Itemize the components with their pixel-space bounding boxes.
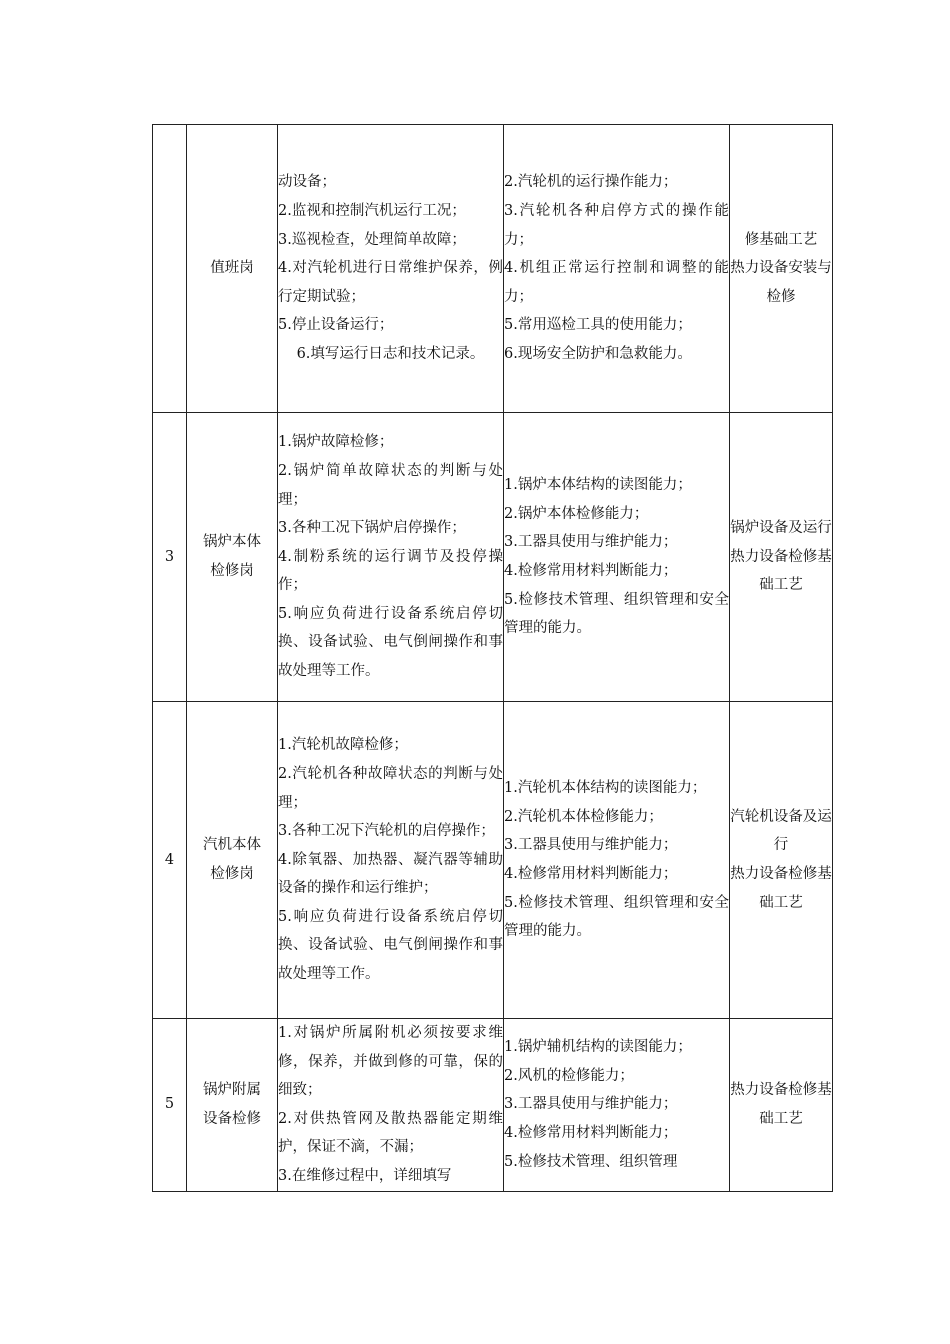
ability-item: 2.风机的检修能力； bbox=[504, 1067, 634, 1084]
ability-list bbox=[504, 1019, 730, 1192]
course-list bbox=[730, 125, 833, 413]
task-item: 2.对供热管网及散热器能定期维护，保证不滴，不漏； bbox=[278, 1110, 503, 1156]
row-number bbox=[153, 125, 187, 413]
course-list bbox=[730, 702, 833, 1019]
post-line: 锅炉本体 bbox=[203, 534, 261, 551]
post-line: 值班岗 bbox=[210, 260, 254, 277]
curriculum-table bbox=[152, 124, 833, 1192]
row-number: 5 bbox=[153, 1019, 187, 1192]
task-item: 1.锅炉故障检修； bbox=[278, 434, 394, 451]
ability-item: 1.锅炉辅机结构的读图能力； bbox=[504, 1039, 692, 1056]
ability-item: 3.工器具使用与维护能力； bbox=[504, 534, 678, 551]
task-item: 1.汽轮机故障检修； bbox=[278, 737, 408, 754]
task-item: 3.在维修过程中，详细填写 bbox=[278, 1167, 452, 1184]
course-item: 热力设备检修基础工艺 bbox=[730, 866, 832, 911]
ability-list bbox=[504, 413, 730, 702]
ability-item: 3.工器具使用与维护能力； bbox=[504, 1096, 678, 1113]
task-item: 3.各种工况下汽轮机的启停操作； bbox=[278, 823, 495, 840]
course-item: 热力设备安装与检修 bbox=[730, 260, 832, 305]
task-item: 4.对汽轮机进行日常维护保养，例行定期试验； bbox=[278, 260, 503, 305]
row-number: 3 bbox=[153, 413, 187, 702]
ability-item: 5.检修技术管理、组织管理和安全管理的能力。 bbox=[504, 894, 729, 940]
task-item: 4.制粉系统的运行调节及投停操作； bbox=[278, 548, 503, 594]
post-line: 检修岗 bbox=[210, 866, 254, 882]
post-line: 锅炉附属 bbox=[203, 1082, 261, 1099]
table-row bbox=[153, 1019, 833, 1192]
task-list bbox=[278, 1019, 504, 1192]
task-item: 2.锅炉简单故障状态的判断与处理； bbox=[278, 462, 503, 508]
post-line: 检修岗 bbox=[210, 563, 254, 579]
ability-item: 4.检修常用材料判断能力； bbox=[504, 866, 678, 882]
ability-item: 2.汽轮机的运行操作能力； bbox=[504, 174, 678, 191]
course-item: 修基础工艺 bbox=[744, 231, 818, 248]
ability-item: 5.检修技术管理、组织管理 bbox=[504, 1153, 678, 1170]
task-list bbox=[278, 702, 504, 1019]
course-item: 锅炉设备及运行 bbox=[730, 520, 832, 537]
ability-item: 2.锅炉本体检修能力； bbox=[504, 505, 649, 522]
row-number: 4 bbox=[153, 702, 187, 1019]
task-item: 5.响应负荷进行设备系统启停切换、设备试验、电气倒闸操作和事故处理等工作。 bbox=[278, 908, 503, 983]
ability-item: 6.现场安全防护和急救能力。 bbox=[504, 345, 692, 362]
post-name bbox=[187, 413, 278, 702]
task-item: 3.巡视检查，处理简单故障； bbox=[278, 231, 466, 248]
ability-list bbox=[504, 702, 730, 1019]
table-row bbox=[153, 125, 833, 413]
task-item: 6.填写运行日志和技术记录。 bbox=[296, 345, 485, 362]
ability-item: 3.汽轮机各种启停方式的操作能力； bbox=[504, 203, 729, 248]
ability-item: 3.工器具使用与维护能力； bbox=[504, 837, 678, 854]
post-name bbox=[187, 125, 278, 413]
task-item: 5.响应负荷进行设备系统启停切换、设备试验、电气倒闸操作和事故处理等工作。 bbox=[278, 605, 503, 680]
ability-item: 4.检修常用材料判断能力； bbox=[504, 563, 678, 579]
ability-item: 2.汽轮机本体检修能力； bbox=[504, 808, 663, 825]
ability-item: 4.检修常用材料判断能力； bbox=[504, 1125, 678, 1142]
ability-item: 5.常用巡检工具的使用能力； bbox=[504, 317, 692, 334]
ability-item: 4.机组正常运行控制和调整的能力； bbox=[504, 260, 729, 305]
ability-item: 5.检修技术管理、组织管理和安全管理的能力。 bbox=[504, 591, 729, 637]
course-item: 汽轮机设备及运行 bbox=[730, 808, 832, 854]
table-row bbox=[153, 413, 833, 702]
task-item: 1.对锅炉所属附机必须按要求维修，保养，并做到修的可靠，保的细致； bbox=[278, 1025, 503, 1099]
task-item: 2.汽轮机各种故障状态的判断与处理； bbox=[278, 765, 503, 811]
task-item: 动设备； bbox=[278, 174, 336, 191]
course-item: 热力设备检修基础工艺 bbox=[730, 1082, 832, 1127]
task-item: 5.停止设备运行； bbox=[278, 317, 394, 334]
task-list bbox=[278, 413, 504, 702]
task-item: 3.各种工况下锅炉启停操作； bbox=[278, 520, 466, 537]
task-item: 4.除氧器、加热器、凝汽器等辅助设备的操作和运行维护； bbox=[278, 851, 503, 897]
course-list bbox=[730, 1019, 833, 1192]
ability-item: 1.锅炉本体结构的读图能力； bbox=[504, 477, 692, 494]
course-list bbox=[730, 413, 833, 702]
ability-list bbox=[504, 125, 730, 413]
post-name bbox=[187, 702, 278, 1019]
post-line: 设备检修 bbox=[203, 1110, 261, 1127]
ability-item: 1.汽轮机本体结构的读图能力； bbox=[504, 780, 707, 797]
post-name bbox=[187, 1019, 278, 1192]
post-line: 汽机本体 bbox=[203, 837, 261, 854]
task-list bbox=[278, 125, 504, 413]
table-row bbox=[153, 702, 833, 1019]
course-item: 热力设备检修基础工艺 bbox=[730, 548, 832, 594]
task-item: 2.监视和控制汽机运行工况； bbox=[278, 203, 466, 220]
